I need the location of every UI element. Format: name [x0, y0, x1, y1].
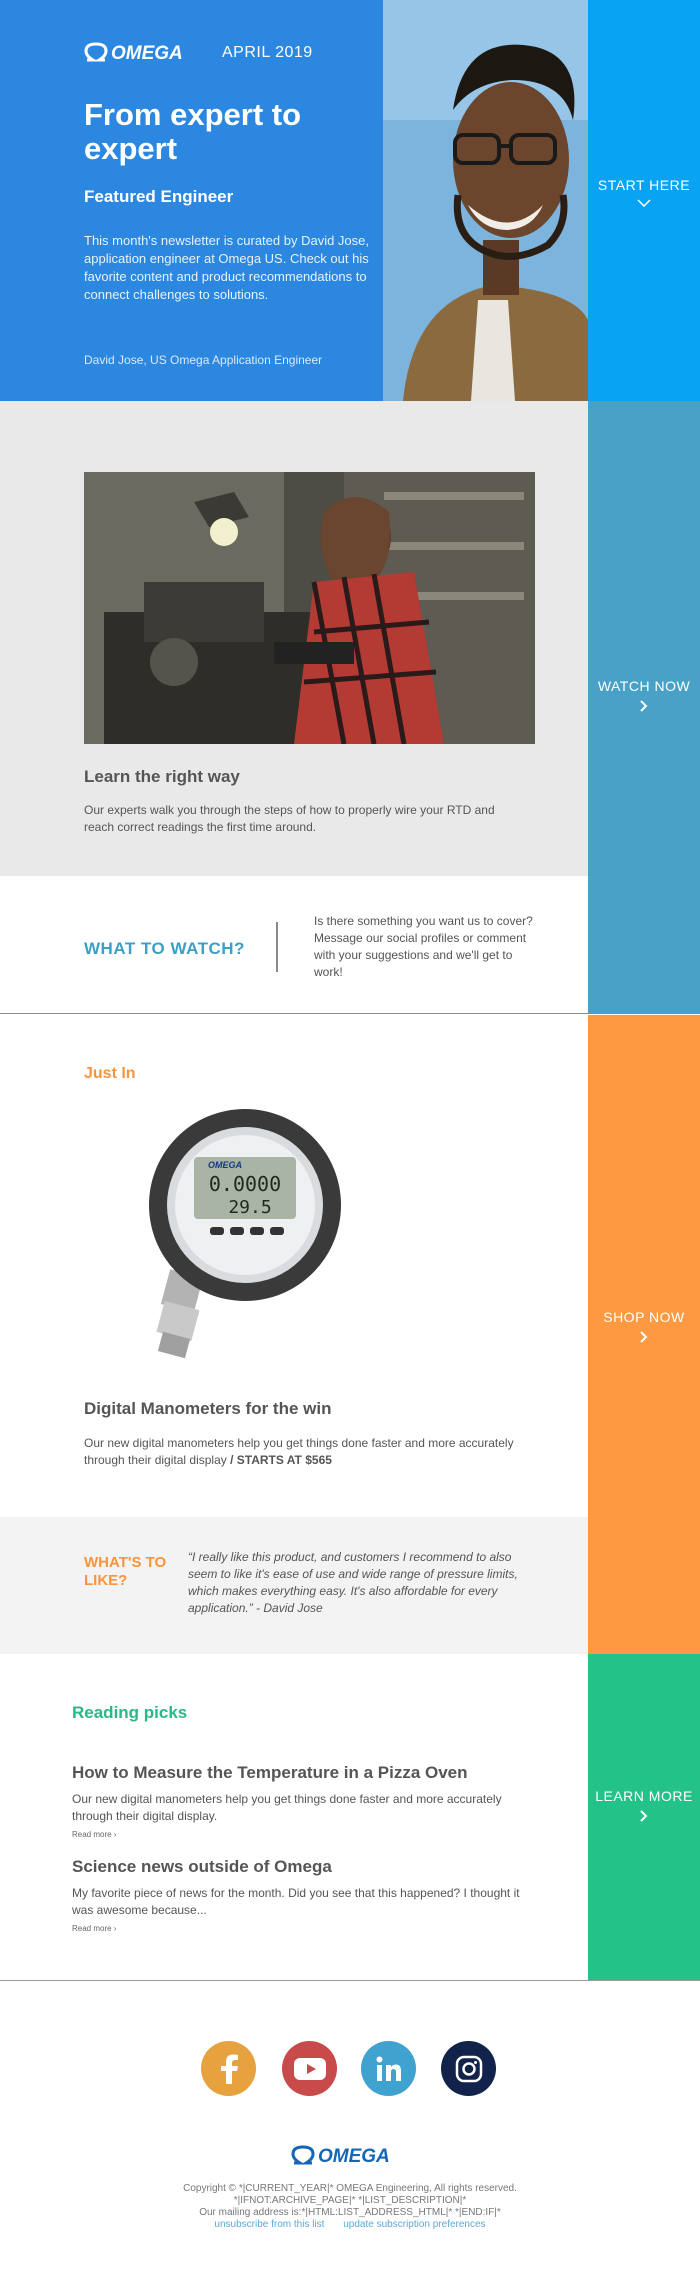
svg-text:OMEGA: OMEGA — [318, 2146, 390, 2165]
shop-now-cta[interactable] — [588, 1015, 700, 1517]
hero-title: From expert to expert — [84, 97, 302, 166]
chevron-right-icon — [640, 1331, 648, 1343]
watch-side-bar — [588, 876, 700, 1013]
manometer-product-image[interactable] — [130, 1105, 350, 1365]
instagram-icon — [455, 2055, 483, 2083]
testimonial-quote: “I really like this product, and customers I recommend to also seem to like it's ease of use and wide range of pressure limits, which makes everything easy. It's also affordable for every application.” - David Jose — [188, 1550, 518, 1615]
hero-section — [0, 0, 700, 401]
reading-picks-tag: Reading picks — [72, 1703, 188, 1722]
linkedin-link[interactable] — [361, 2041, 416, 2096]
video-title: Learn the right way — [84, 767, 240, 786]
what-to-watch-section — [0, 876, 700, 1014]
article-title[interactable]: Science news outside of Omega — [72, 1857, 332, 1876]
whats-to-like-section — [0, 1517, 700, 1654]
video-section — [0, 401, 700, 876]
issue-date: APRIL 2019 — [222, 44, 313, 61]
learn-more-cta[interactable] — [588, 1654, 700, 1980]
what-to-watch-text: Is there something you want us to cover? Message our social profiles or comment with your suggestions and we'll get to work! — [314, 914, 533, 979]
display-bottom: 29.5 — [228, 1197, 272, 1218]
article-title[interactable]: How to Measure the Temperature in a Pizza Oven — [72, 1763, 468, 1782]
youtube-icon — [294, 2058, 326, 2080]
chevron-right-icon — [640, 700, 648, 712]
article-summary: My favorite piece of news for the month. Did you see that this happened? I thought it was awesome because... — [72, 1886, 520, 1917]
facebook-link[interactable] — [201, 2041, 256, 2096]
start-here-cta[interactable] — [588, 0, 700, 401]
display-top: 0.0000 — [208, 1172, 282, 1196]
linkedin-icon — [375, 2055, 403, 2083]
svg-text:OMEGA: OMEGA — [208, 1160, 243, 1170]
omega-logo-mark-icon — [291, 2145, 411, 2165]
what-to-watch-label: WHAT TO WATCH? — [84, 939, 245, 958]
youtube-link[interactable] — [282, 2041, 337, 2096]
read-more-link[interactable]: Read more › — [72, 1924, 117, 1933]
divider — [276, 922, 278, 972]
mailing-address: Our mailing address is:*|HTML:LIST_ADDRESS_HTML|* *|END:IF|* — [199, 2207, 501, 2218]
archive-merge-tag: *|IFNOT:ARCHIVE_PAGE|* *|LIST_DESCRIPTION|* — [233, 2195, 467, 2206]
engineer-photo — [383, 0, 588, 401]
just-in-section — [0, 1015, 700, 1517]
article-summary: Our new digital manometers help you get things done faster and more accurately through their digital display. — [72, 1792, 502, 1823]
legal-text — [0, 2183, 700, 2231]
instagram-link[interactable] — [441, 2041, 496, 2096]
workshop-photo[interactable] — [84, 472, 535, 744]
chevron-right-icon — [640, 1810, 648, 1822]
start-here-label: START HERE — [597, 177, 691, 193]
article-item — [72, 1857, 532, 1933]
watch-now-label: WATCH NOW — [597, 678, 691, 694]
copyright: Copyright © *|CURRENT_YEAR|* OMEGA Engineering, All rights reserved. — [183, 2183, 517, 2194]
product-price: / STARTS AT $565 — [230, 1453, 332, 1467]
video-description: Our experts walk you through the steps of how to properly wire your RTD and reach correct readings the first time around. — [84, 803, 495, 834]
featured-engineer-heading: Featured Engineer — [84, 187, 234, 206]
facebook-icon — [218, 2054, 240, 2084]
omega-logo-mark-icon — [84, 42, 204, 62]
whats-to-like-label: WHAT'S TO LIKE? — [84, 1554, 167, 1589]
learn-more-label: LEARN MORE — [595, 1788, 693, 1804]
watch-now-cta[interactable] — [588, 401, 700, 876]
footer-omega-logo[interactable] — [291, 2145, 411, 2170]
omega-logo[interactable] — [84, 42, 204, 62]
hero-byline: David Jose, US Omega Application Engineer — [84, 353, 323, 367]
product-description: Our new digital manometers help you get things done faster and more accurately through their digital display / STARTS AT $565 — [84, 1436, 514, 1467]
shop-side-bar — [588, 1517, 700, 1654]
reading-picks-section — [0, 1654, 700, 1981]
just-in-tag: Just In — [84, 1065, 136, 1082]
svg-text:OMEGA: OMEGA — [111, 43, 183, 62]
shop-now-label: SHOP NOW — [603, 1309, 685, 1325]
chevron-down-icon — [637, 199, 651, 207]
unsubscribe-link[interactable]: unsubscribe from this list — [214, 2219, 325, 2230]
article-item — [72, 1763, 532, 1839]
product-title: Digital Manometers for the win — [84, 1399, 332, 1418]
preferences-link[interactable]: update subscription preferences — [343, 2219, 486, 2230]
footer — [0, 1981, 700, 2293]
read-more-link[interactable]: Read more › — [72, 1830, 117, 1839]
hero-intro: This month's newsletter is curated by David Jose, application engineer at Omega US. Check out his favorite content and product recommendations to connect challenges to solutions. — [84, 233, 369, 302]
